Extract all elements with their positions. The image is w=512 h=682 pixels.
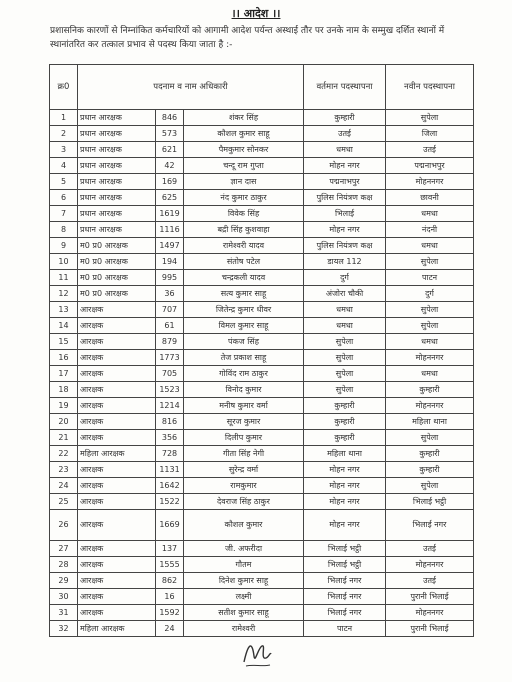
row-new-posting: सुपेला (386, 254, 474, 270)
row-new-posting: सुपेला (386, 430, 474, 446)
row-current-posting: कुम्हारी (304, 398, 386, 414)
row-badge-number: 24 (156, 621, 184, 637)
row-new-posting: पुरानी भिलाई (386, 589, 474, 605)
table-row (50, 254, 474, 270)
row-serial: 23 (50, 462, 78, 478)
table-row (50, 270, 474, 286)
row-rank: प्रधान आरक्षक (78, 174, 156, 190)
row-officer-name: संतोष पटेल (184, 254, 304, 270)
row-rank: आरक्षक (78, 366, 156, 382)
row-new-posting: धमधा (386, 366, 474, 382)
table-row (50, 414, 474, 430)
table-row (50, 462, 474, 478)
row-badge-number: 42 (156, 158, 184, 174)
row-badge-number: 846 (156, 110, 184, 126)
row-officer-name: सुरेन्द्र वर्मा (184, 462, 304, 478)
row-current-posting: कुम्हारी (304, 110, 386, 126)
row-officer-name: विवेक सिंह (184, 206, 304, 222)
table-row (50, 366, 474, 382)
row-officer-name: रामेश्वरी यादव (184, 238, 304, 254)
row-new-posting: छावनी (386, 190, 474, 206)
table-row (50, 110, 474, 126)
row-officer-name: सत्य कुमार साहू (184, 286, 304, 302)
row-officer-name: पंकज सिंह (184, 334, 304, 350)
row-rank: प्रधान आरक्षक (78, 190, 156, 206)
row-badge-number: 1619 (156, 206, 184, 222)
row-badge-number: 16 (156, 589, 184, 605)
row-rank: आरक्षक (78, 478, 156, 494)
row-new-posting: महिला थाना (386, 414, 474, 430)
table-row (50, 334, 474, 350)
row-serial: 19 (50, 398, 78, 414)
table-row (50, 206, 474, 222)
row-current-posting: सुपेला (304, 350, 386, 366)
row-serial: 25 (50, 494, 78, 510)
row-officer-name: रामेश्वरी (184, 621, 304, 637)
row-rank: म0 प्र0 आरक्षक (78, 286, 156, 302)
row-new-posting: कुम्हारी (386, 382, 474, 398)
row-badge-number: 862 (156, 573, 184, 589)
row-new-posting: धमधा (386, 206, 474, 222)
table-row (50, 142, 474, 158)
row-current-posting: महिला थाना (304, 446, 386, 462)
row-new-posting: पुरानी भिलाई (386, 621, 474, 637)
row-officer-name: लक्ष्मी (184, 589, 304, 605)
row-badge-number: 707 (156, 302, 184, 318)
row-rank: आरक्षक (78, 589, 156, 605)
row-current-posting: डायल 112 (304, 254, 386, 270)
header-name-designation: पदनाम व नाम अधिकारी (78, 65, 304, 110)
row-rank: म0 प्र0 आरक्षक (78, 238, 156, 254)
row-rank: प्रधान आरक्षक (78, 126, 156, 142)
row-current-posting: धमधा (304, 142, 386, 158)
row-badge-number: 625 (156, 190, 184, 206)
row-officer-name: जी. अफरीदा (184, 541, 304, 557)
row-badge-number: 1773 (156, 350, 184, 366)
table-row (50, 478, 474, 494)
row-badge-number: 621 (156, 142, 184, 158)
row-officer-name: दिनेश कुमार साहू (184, 573, 304, 589)
table-row (50, 557, 474, 573)
row-badge-number: 1497 (156, 238, 184, 254)
row-current-posting: धमधा (304, 302, 386, 318)
row-officer-name: तेज प्रकाश साहू (184, 350, 304, 366)
row-serial: 12 (50, 286, 78, 302)
row-new-posting: धमधा (386, 334, 474, 350)
signature-icon (240, 634, 274, 670)
row-serial: 16 (50, 350, 78, 366)
row-officer-name: मनीष कुमार वर्मा (184, 398, 304, 414)
table-row (50, 573, 474, 589)
row-badge-number: 1523 (156, 382, 184, 398)
table-row (50, 589, 474, 605)
row-current-posting: मोहन नगर (304, 494, 386, 510)
row-serial: 15 (50, 334, 78, 350)
row-officer-name: देवराज सिंह ठाकुर (184, 494, 304, 510)
row-rank: आरक्षक (78, 430, 156, 446)
row-new-posting: मोहननगर (386, 557, 474, 573)
row-rank: आरक्षक (78, 541, 156, 557)
row-badge-number: 879 (156, 334, 184, 350)
header-new-posting: नवीन पदस्थापना (386, 65, 474, 110)
row-current-posting: मोहन नगर (304, 510, 386, 541)
row-officer-name: गीता सिंह नेगी (184, 446, 304, 462)
header-serial: क्र0 (50, 65, 78, 110)
row-rank: आरक्षक (78, 557, 156, 573)
row-new-posting: भिलाई भट्ठी (386, 494, 474, 510)
row-new-posting: भिलाई नगर (386, 510, 474, 541)
row-rank: प्रधान आरक्षक (78, 206, 156, 222)
row-rank: म0 प्र0 आरक्षक (78, 254, 156, 270)
row-serial: 17 (50, 366, 78, 382)
table-row (50, 286, 474, 302)
row-new-posting: मोहननगर (386, 605, 474, 621)
table-row (50, 174, 474, 190)
row-badge-number: 1555 (156, 557, 184, 573)
table-header-row (50, 65, 474, 110)
row-serial: 10 (50, 254, 78, 270)
row-rank: आरक्षक (78, 398, 156, 414)
row-current-posting: कुम्हारी (304, 414, 386, 430)
row-badge-number: 1116 (156, 222, 184, 238)
table-row (50, 190, 474, 206)
row-officer-name: रामकुमार (184, 478, 304, 494)
row-rank: आरक्षक (78, 605, 156, 621)
row-officer-name: विनोद कुमार (184, 382, 304, 398)
row-officer-name: सूरज कुमार (184, 414, 304, 430)
order-intro-text: प्रशासनिक कारणों से निम्नांकित कर्मचारियों को आगामी आदेश पर्यन्त अस्थाई तौर पर उनके नाम के सम्मुख दर्शित स्थानों में स्थानांतरित कर तत्काल प्रभाव से पदस्थ किया जाता है :- (50, 26, 445, 50)
row-serial: 28 (50, 557, 78, 573)
row-current-posting: मोहन नगर (304, 478, 386, 494)
row-new-posting: सुपेला (386, 478, 474, 494)
table-row (50, 350, 474, 366)
row-rank: प्रधान आरक्षक (78, 222, 156, 238)
row-new-posting: जिला (386, 126, 474, 142)
row-new-posting: दुर्ग (386, 286, 474, 302)
row-new-posting: नंदनी (386, 222, 474, 238)
row-officer-name: नंद कुमार ठाकुर (184, 190, 304, 206)
table-row (50, 302, 474, 318)
table-row (50, 430, 474, 446)
row-serial: 21 (50, 430, 78, 446)
table-row (50, 494, 474, 510)
table-row (50, 318, 474, 334)
row-officer-name: सतीश कुमार साहू (184, 605, 304, 621)
row-serial: 6 (50, 190, 78, 206)
row-badge-number: 61 (156, 318, 184, 334)
row-rank: आरक्षक (78, 494, 156, 510)
row-serial: 4 (50, 158, 78, 174)
row-serial: 20 (50, 414, 78, 430)
row-badge-number: 1592 (156, 605, 184, 621)
row-officer-name: पैमकुमार सोनकर (184, 142, 304, 158)
row-serial: 9 (50, 238, 78, 254)
table-row (50, 398, 474, 414)
table-body (50, 110, 474, 637)
row-serial: 13 (50, 302, 78, 318)
row-new-posting: मोहननगर (386, 350, 474, 366)
row-badge-number: 995 (156, 270, 184, 286)
row-new-posting: धमधा (386, 238, 474, 254)
row-officer-name: शंकर सिंह (184, 110, 304, 126)
row-current-posting: धमधा (304, 318, 386, 334)
row-serial: 31 (50, 605, 78, 621)
row-serial: 14 (50, 318, 78, 334)
row-officer-name: ज्ञान दास (184, 174, 304, 190)
row-rank: आरक्षक (78, 462, 156, 478)
row-serial: 5 (50, 174, 78, 190)
row-badge-number: 1131 (156, 462, 184, 478)
row-new-posting: उतई (386, 142, 474, 158)
row-current-posting: पद्मनाभपुर (304, 174, 386, 190)
row-serial: 24 (50, 478, 78, 494)
row-badge-number: 816 (156, 414, 184, 430)
row-rank: प्रधान आरक्षक (78, 142, 156, 158)
row-serial: 18 (50, 382, 78, 398)
row-serial: 11 (50, 270, 78, 286)
table-row (50, 126, 474, 142)
row-rank: प्रधान आरक्षक (78, 110, 156, 126)
row-serial: 32 (50, 621, 78, 637)
row-current-posting: पुलिस नियंत्रण कक्ष (304, 238, 386, 254)
row-rank: आरक्षक (78, 382, 156, 398)
row-current-posting: पुलिस नियंत्रण कक्ष (304, 190, 386, 206)
row-current-posting: मोहन नगर (304, 158, 386, 174)
order-title: ।। आदेश ।। (231, 7, 281, 20)
row-badge-number: 137 (156, 541, 184, 557)
row-serial: 3 (50, 142, 78, 158)
row-current-posting: भिलाई (304, 206, 386, 222)
row-rank: आरक्षक (78, 302, 156, 318)
transfer-table (49, 64, 474, 637)
row-new-posting: कुम्हारी (386, 462, 474, 478)
row-officer-name: गोविंद राम ठाकुर (184, 366, 304, 382)
row-new-posting: पाटन (386, 270, 474, 286)
row-officer-name: विमल कुमार साहू (184, 318, 304, 334)
row-serial: 1 (50, 110, 78, 126)
row-current-posting: पाटन (304, 621, 386, 637)
row-rank: आरक्षक (78, 350, 156, 366)
row-serial: 22 (50, 446, 78, 462)
row-current-posting: भिलाई भट्ठी (304, 557, 386, 573)
table-row (50, 238, 474, 254)
row-badge-number: 1642 (156, 478, 184, 494)
row-current-posting: भिलाई भट्ठी (304, 541, 386, 557)
row-current-posting: मोहन नगर (304, 222, 386, 238)
row-current-posting: मोहन नगर (304, 462, 386, 478)
row-badge-number: 36 (156, 286, 184, 302)
row-badge-number: 1214 (156, 398, 184, 414)
row-new-posting: सुपेला (386, 110, 474, 126)
row-current-posting: दुर्ग (304, 270, 386, 286)
row-badge-number: 728 (156, 446, 184, 462)
row-officer-name: जितेन्द्र कुमार धीवर (184, 302, 304, 318)
row-rank: महिला आरक्षक (78, 621, 156, 637)
row-current-posting: कुम्हारी (304, 430, 386, 446)
row-rank: आरक्षक (78, 573, 156, 589)
row-current-posting: भिलाई नगर (304, 573, 386, 589)
row-badge-number: 194 (156, 254, 184, 270)
row-current-posting: सुपेला (304, 382, 386, 398)
row-serial: 29 (50, 573, 78, 589)
table-row (50, 222, 474, 238)
table-row (50, 510, 474, 541)
row-serial: 30 (50, 589, 78, 605)
row-badge-number: 1522 (156, 494, 184, 510)
row-rank: आरक्षक (78, 510, 156, 541)
row-officer-name: दिलीप कुमार (184, 430, 304, 446)
row-new-posting: कुम्हारी (386, 446, 474, 462)
header-current-posting: वर्तमान पदस्थापना (304, 65, 386, 110)
row-serial: 26 (50, 510, 78, 541)
table-row (50, 605, 474, 621)
row-badge-number: 356 (156, 430, 184, 446)
row-new-posting: सुपेला (386, 302, 474, 318)
table-row (50, 446, 474, 462)
row-officer-name: गौतम (184, 557, 304, 573)
row-rank: आरक्षक (78, 318, 156, 334)
row-officer-name: कौशल कुमार साहू (184, 126, 304, 142)
row-officer-name: चन्दू राम गुप्ता (184, 158, 304, 174)
row-officer-name: बद्री सिंह कुशवाहा (184, 222, 304, 238)
row-officer-name: चन्द्रकली यादव (184, 270, 304, 286)
row-new-posting: उतई (386, 573, 474, 589)
row-current-posting: अंजोरा चौकी (304, 286, 386, 302)
row-rank: म0 प्र0 आरक्षक (78, 270, 156, 286)
row-serial: 2 (50, 126, 78, 142)
row-rank: महिला आरक्षक (78, 446, 156, 462)
row-serial: 8 (50, 222, 78, 238)
table-row (50, 541, 474, 557)
row-badge-number: 705 (156, 366, 184, 382)
row-new-posting: उतई (386, 541, 474, 557)
row-rank: आरक्षक (78, 414, 156, 430)
row-badge-number: 1669 (156, 510, 184, 541)
row-current-posting: सुपेला (304, 334, 386, 350)
row-serial: 27 (50, 541, 78, 557)
row-current-posting: भिलाई नगर (304, 605, 386, 621)
row-new-posting: सुपेला (386, 318, 474, 334)
row-officer-name: कौशल कुमार (184, 510, 304, 541)
row-new-posting: पद्मनाभपुर (386, 158, 474, 174)
row-badge-number: 573 (156, 126, 184, 142)
row-rank: प्रधान आरक्षक (78, 158, 156, 174)
row-new-posting: मोहननगर (386, 398, 474, 414)
row-current-posting: भिलाई नगर (304, 589, 386, 605)
row-serial: 7 (50, 206, 78, 222)
row-badge-number: 169 (156, 174, 184, 190)
row-new-posting: मोहननगर (386, 174, 474, 190)
table-row (50, 158, 474, 174)
table-row (50, 382, 474, 398)
row-rank: आरक्षक (78, 334, 156, 350)
row-current-posting: उतई (304, 126, 386, 142)
row-current-posting: सुपेला (304, 366, 386, 382)
